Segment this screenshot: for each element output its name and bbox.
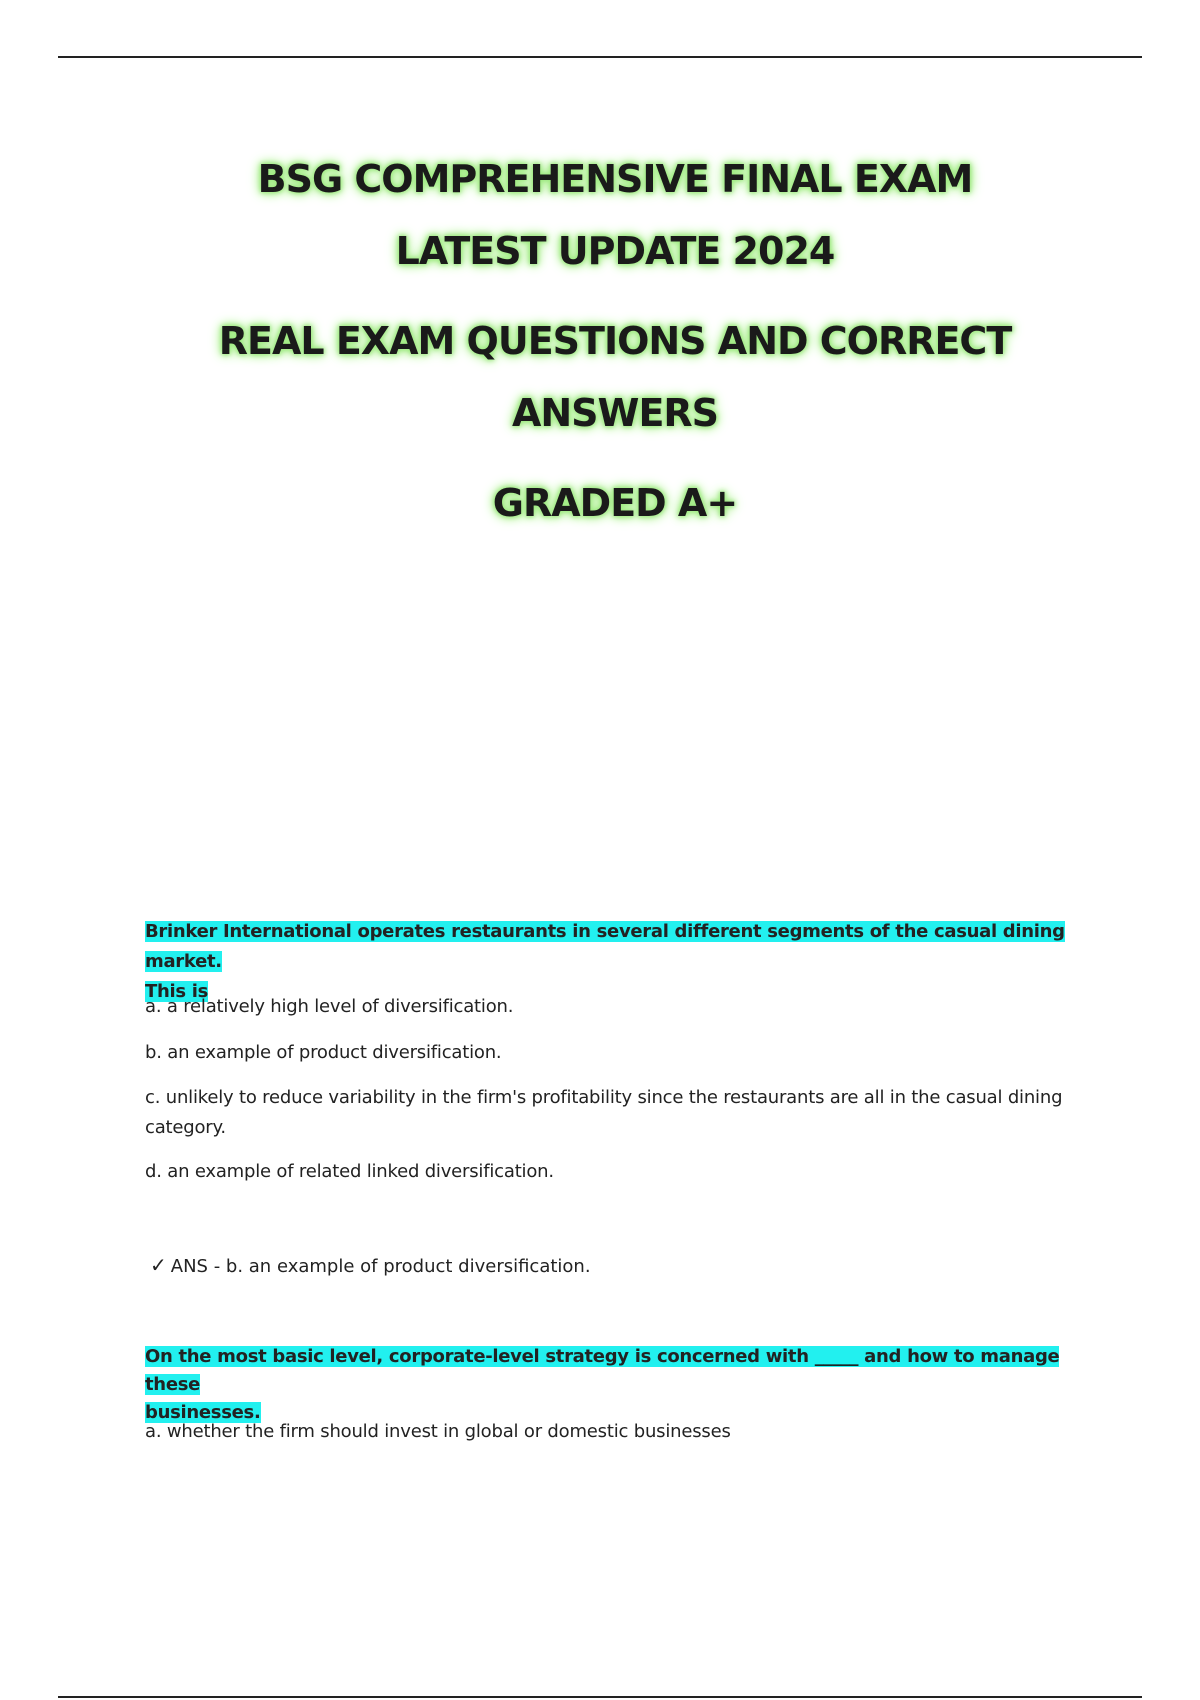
title-line-3: REAL EXAM QUESTIONS AND CORRECT — [218, 319, 1012, 363]
question-2-prompt-line-1: On the most basic level, corporate-level strategy is concerned with _____ and how to manage these — [145, 1346, 1060, 1395]
question-1-answer — [150, 1250, 591, 1282]
question-2-prompt-line-2: businesses. — [145, 1402, 261, 1423]
question-1-prompt-line-1: Brinker International operates restaurants in several different segments of the casual dining market. — [145, 921, 1065, 972]
title-line-2: LATEST UPDATE 2024 — [395, 229, 835, 273]
question-1-option-c-continued: category. — [145, 1117, 226, 1138]
question-1-option-d: d. an example of related linked diversification. — [145, 1161, 554, 1182]
title-line-1: BSG COMPREHENSIVE FINAL EXAM — [257, 157, 973, 201]
title-line-4: ANSWERS — [511, 391, 719, 435]
title-line-5: GRADED A+ — [492, 481, 738, 525]
question-1-answer-text: ANS - b. an example of product diversification. — [170, 1256, 591, 1277]
top-rule — [58, 56, 1142, 58]
question-1-option-c: c. unlikely to reduce variability in the firm's profitability since the restaurants are all in the casual dining — [145, 1087, 1063, 1108]
question-1-option-b: b. an example of product diversification. — [145, 1042, 502, 1063]
bottom-rule — [58, 1696, 1142, 1698]
question-2-option-a: a. whether the firm should invest in global or domestic businesses — [145, 1421, 731, 1442]
question-1-option-a: a. a relatively high level of diversification. — [145, 996, 514, 1017]
checkmark-icon: ✓ — [150, 1253, 167, 1277]
question-1-prompt-line-2: This is — [145, 981, 209, 1002]
question-2-prompt — [145, 1343, 1085, 1427]
